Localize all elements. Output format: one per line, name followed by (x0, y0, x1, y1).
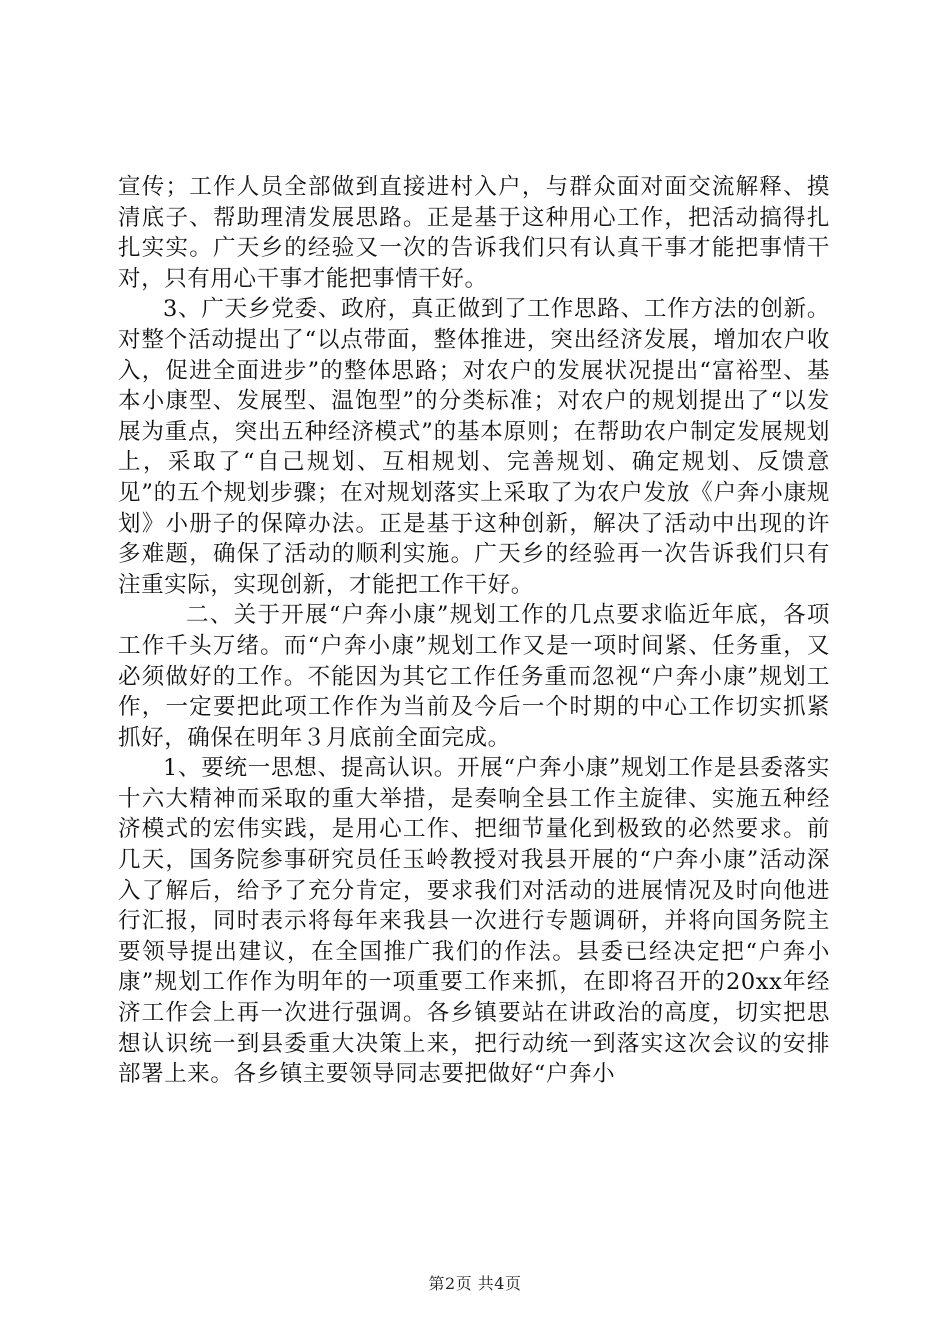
document-body (118, 172, 830, 1090)
paragraph-section-2: 二、关于开展“户奔小康”规划工作的几点要求临近年底，各项工作千头万绪。而“户奔小康”规划工作又是一项时间紧、任务重，又必须做好的工作。不能因为其它工作任务重而忽视“户奔小康”规划工作，一定要把此项工作作为当前及今后一个时期的中心工作切实抓紧抓好，确保在明年３月底前全面完成。 (118, 602, 830, 751)
paragraph-point-3: 3、广天乡党委、政府，真正做到了工作思路、工作方法的创新。对整个活动提出了“以点带面，整体推进，突出经济发展，增加农户收入，促进全面进步”的整体思路；对农户的发展状况提出“富裕型、基本小康型、发展型、温饱型”的分类标准；对农户的规划提出了“以发展为重点，突出五种经济模式”的基本原则；在帮助农户制定发展规划上，采取了“自己规划、互相规划、完善规划、确定规划、反馈意见”的五个规划步骤；在对规划落实上采取了为农户发放《户奔小康规划》小册子的保障办法。正是基于这种创新，解决了活动中出现的许多难题，确保了活动的顺利实施。广天乡的经验再一次告诉我们只有注重实际，实现创新，才能把工作干好。 (118, 296, 830, 598)
paragraph-point-1: 1、要统一思想、提高认识。开展“户奔小康”规划工作是县委落实十六大精神而采取的重大举措，是奏响全县工作主旋律、实施五种经济模式的宏伟实践，是用心工作、把细节量化到极致的必然要求。前几天，国务院参事研究员任玉岭教授对我县开展的“户奔小康”活动深入了解后，给予了充分肯定，要求我们对活动的进展情况及时向他进行汇报，同时表示将每年来我县一次进行专题调研，并将向国务院主要领导提出建议，在全国推广我们的作法。县委已经决定把“户奔小康”规划工作作为明年的一项重要工作来抓，在即将召开的20xx年经济工作会上再一次进行强调。各乡镇要站在讲政治的高度，切实把思想认识统一到县委重大决策上来，把行动统一到落实这次会议的安排部署上来。各乡镇主要领导同志要把做好“户奔小 (118, 755, 830, 1088)
paragraph-continuation: 宣传；工作人员全部做到直接进村入户，与群众面对面交流解释、摸清底子、帮助理清发展思路。正是基于这种用心工作，把活动搞得扎扎实实。广天乡的经验又一次的告诉我们只有认真干事才能把事情干对，只有用心干事才能把事情干好。 (118, 174, 830, 292)
page-number-footer: 第2页 共4页 (428, 1274, 522, 1293)
